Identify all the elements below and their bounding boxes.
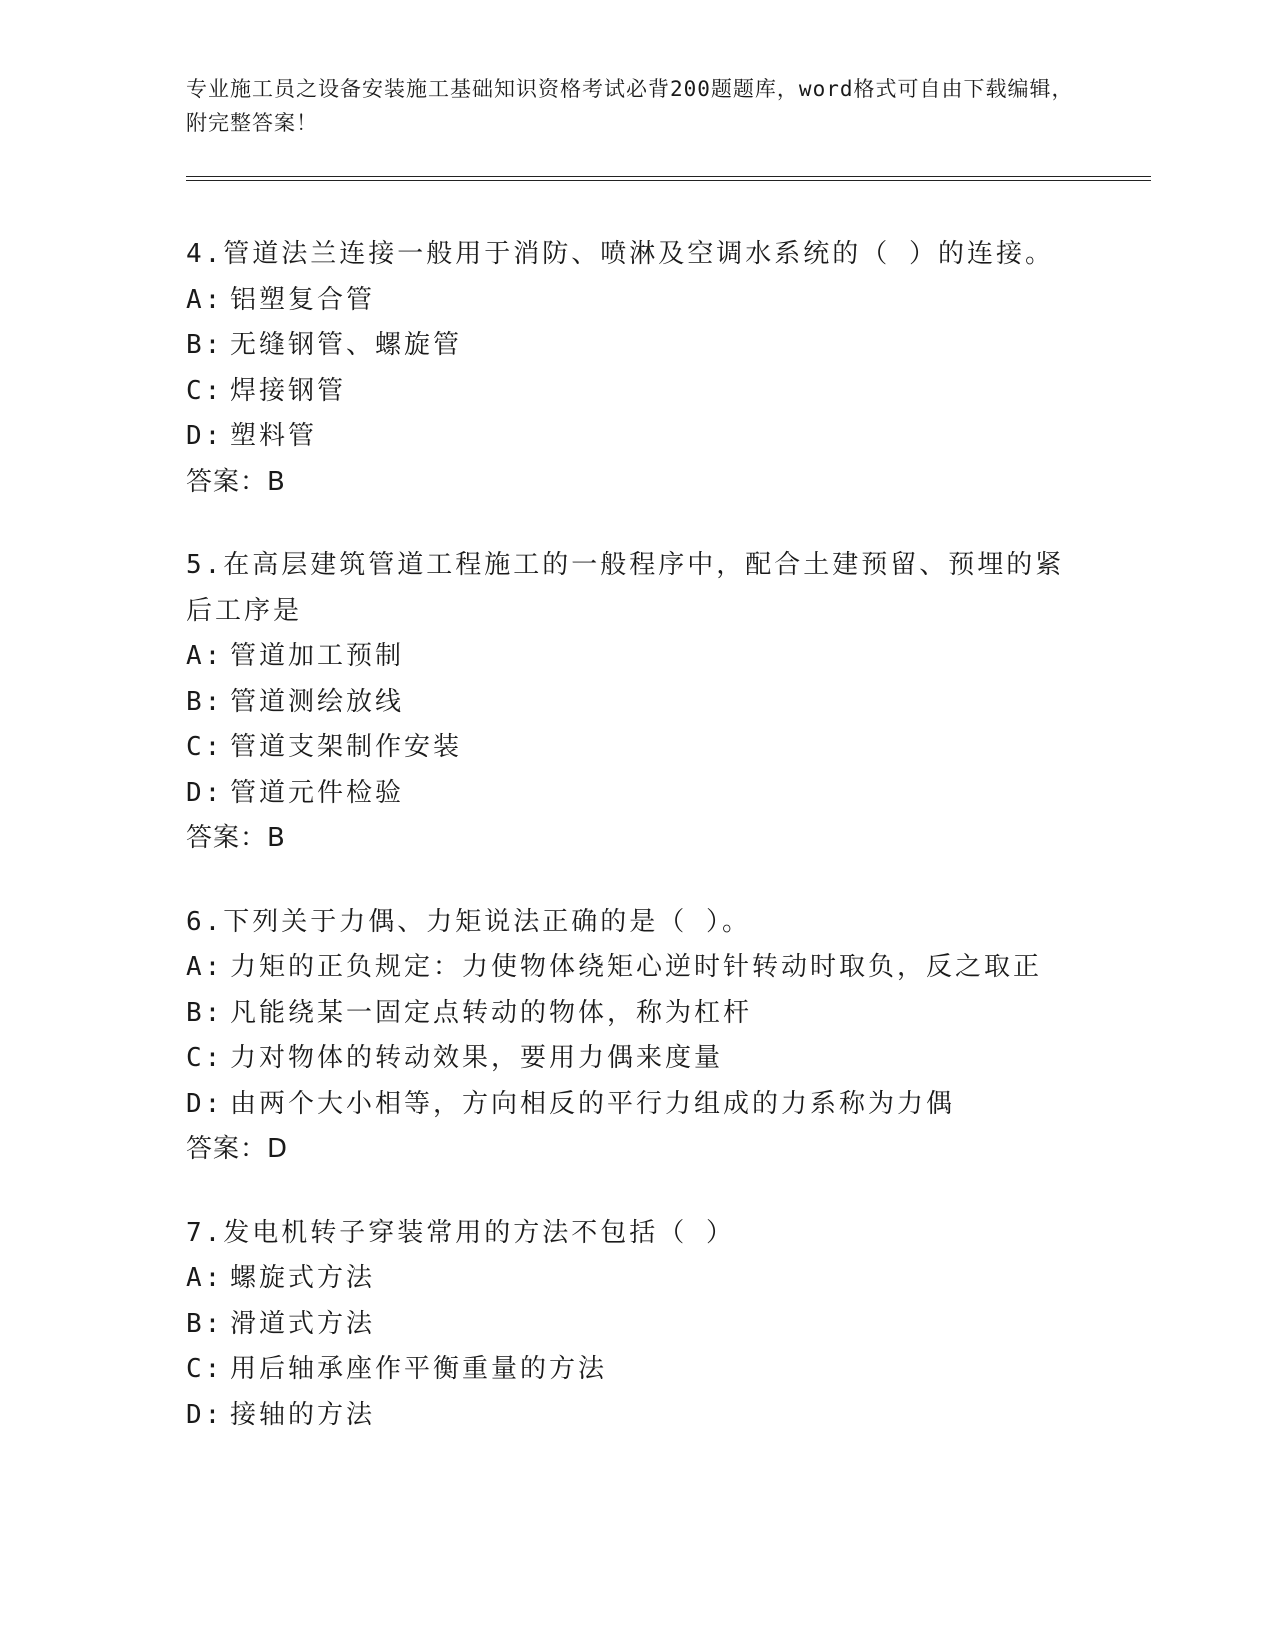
option-letter: D:: [186, 1088, 224, 1119]
question-5: [186, 543, 1086, 862]
option-text: 用后轴承座作平衡重量的方法: [230, 1354, 608, 1384]
option-b: [186, 323, 1086, 369]
option-letter: A:: [186, 284, 224, 315]
option-text: 管道支架制作安装: [230, 732, 463, 762]
option-letter: C:: [186, 1043, 224, 1073]
option-text: 滑道式方法: [230, 1308, 376, 1339]
option-letter: D:: [186, 1399, 224, 1430]
option-text: 无缝钢管、螺旋管: [230, 330, 463, 360]
option-letter: B:: [186, 997, 224, 1028]
option-text: 管道元件检验: [230, 777, 405, 808]
option-c: [186, 1036, 1086, 1082]
question-stem: 7.发电机转子穿装常用的方法不包括（ ）: [186, 1217, 735, 1248]
option-letter: B:: [186, 1308, 224, 1339]
question-stem: 4.管道法兰连接一般用于消防、喷淋及空调水系统的（ ）的连接。: [186, 239, 1054, 269]
option-letter: A:: [186, 1263, 224, 1293]
option-letter: D:: [186, 421, 224, 451]
option-text: 接轴的方法: [230, 1399, 376, 1430]
option-text: 凡能绕某一固定点转动的物体，称为杠杆: [230, 997, 753, 1028]
option-text: 管道加工预制: [230, 641, 405, 671]
option-d: [186, 1393, 1086, 1439]
option-a: [186, 634, 1086, 680]
option-letter: B:: [186, 686, 224, 717]
option-letter: C:: [186, 375, 224, 406]
option-letter: C:: [186, 732, 224, 762]
answer-line: 答案：B: [186, 466, 286, 497]
option-b: [186, 991, 1086, 1037]
option-b: [186, 680, 1086, 726]
option-d: [186, 771, 1086, 817]
answer-line: 答案：D: [186, 1134, 289, 1164]
option-text: 铝塑复合管: [230, 284, 376, 315]
option-a: [186, 945, 1086, 991]
option-letter: A:: [186, 952, 224, 982]
option-text: 焊接钢管: [230, 375, 347, 406]
question-stem: 5.在高层建筑管道工程施工的一般程序中，配合土建预留、预埋的紧后工序是: [186, 550, 1065, 626]
document-header: 专业施工员之设备安装施工基础知识资格考试必背200题题库，word格式可自由下载编辑，附完整答案！: [186, 77, 1074, 135]
question-7: [186, 1211, 1086, 1439]
header-divider: [186, 176, 1151, 181]
option-text: 力矩的正负规定：力使物体绕矩心逆时针转动时取负，反之取正: [230, 952, 1043, 982]
option-c: [186, 725, 1086, 771]
option-letter: A:: [186, 641, 224, 671]
option-letter: D:: [186, 777, 224, 808]
option-letter: C:: [186, 1354, 224, 1384]
question-4: [186, 232, 1086, 505]
option-d: [186, 414, 1086, 460]
question-6: [186, 900, 1086, 1173]
option-letter: B:: [186, 330, 224, 360]
option-text: 螺旋式方法: [230, 1263, 376, 1293]
question-stem: 6.下列关于力偶、力矩说法正确的是（ ）。: [186, 906, 751, 937]
option-text: 由两个大小相等，方向相反的平行力组成的力系称为力偶: [230, 1088, 956, 1119]
option-text: 塑料管: [230, 421, 318, 451]
answer-line: 答案：B: [186, 823, 286, 853]
option-text: 管道测绘放线: [230, 686, 405, 717]
question-list: [186, 232, 1086, 1476]
option-c: [186, 369, 1086, 415]
option-a: [186, 278, 1086, 324]
option-b: [186, 1302, 1086, 1348]
option-d: [186, 1082, 1086, 1128]
option-text: 力对物体的转动效果，要用力偶来度量: [230, 1043, 724, 1073]
option-a: [186, 1256, 1086, 1302]
option-c: [186, 1347, 1086, 1393]
